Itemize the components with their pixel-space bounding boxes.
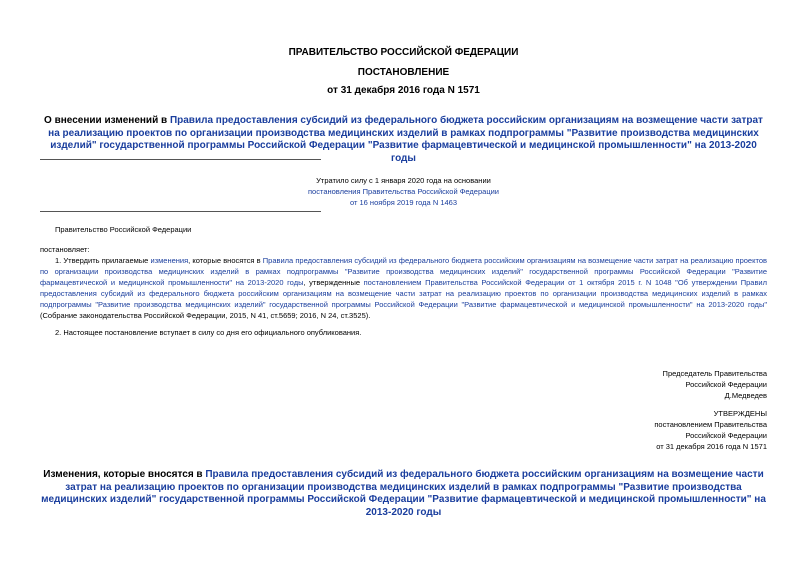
amendment-title bbox=[40, 115, 767, 165]
changes-rules-link[interactable]: Правила предоставления субсидий из федерального бюджета российским организациям на возмещение части затрат на реализацию проектов по организации производства медицинских изделий в рамках подпрограммы "Развитие производства медицинских изделий" государственной программы Российской Федерации "Развитие фармацевтической и медицинской промышленности" на 2013-2020 годы bbox=[41, 469, 766, 518]
signature-name: Д.Медведев bbox=[724, 391, 767, 400]
amendment-title-prefix: О внесении изменений в bbox=[44, 115, 170, 126]
para1-text-4: (Собрание законодательства Российской Федерации, 2015, N 41, ст.5659; 2016, N 24, ст.3525). bbox=[40, 311, 371, 320]
document-type: ПОСТАНОВЛЕНИЕ bbox=[357, 67, 450, 78]
rules-link-inline[interactable]: Правила предоставления субсидий из федерального бюджета российским организациям на возмещение части затрат на реализацию проектов по организации производства медицинских изделий в рамках подпрограммы "Развитие производства медицинских изделий" государственной программы Российской Федерации "Развитие фармацевтической и медицинской промышленности" на 2013-2020 годы bbox=[40, 256, 767, 287]
paragraph-2: 2. Настоящее постановление вступает в силу со дня его официального опубликования. bbox=[55, 328, 362, 337]
changes-link[interactable]: изменения bbox=[150, 256, 189, 265]
signature-country: Российской Федерации bbox=[685, 380, 767, 389]
signature-block bbox=[663, 368, 767, 401]
divider-bottom bbox=[40, 211, 321, 212]
approved-by: постановлением Правительства bbox=[654, 420, 767, 429]
status-note bbox=[240, 175, 567, 208]
paragraph-1 bbox=[40, 255, 767, 321]
para1-text-3: , утвержденные bbox=[303, 278, 364, 287]
rules-link[interactable]: Правила предоставления субсидий из федерального бюджета российским организациям на возмещение части затрат на реализацию проектов по организации производства медицинских изделий в рамках подпрограммы "Развитие производства медицинских изделий" государственной программы Российской Федерации "Развитие фармацевтической и медицинской промышленности" на 2013-2020 годы bbox=[48, 115, 763, 164]
government-title: ПРАВИТЕЛЬСТВО РОССИЙСКОЙ ФЕДЕРАЦИИ bbox=[288, 47, 519, 58]
decree-1048-link[interactable]: постановлением Правительства Российской Федерации от 1 октября 2015 г. N 1048 "Об утверждении Правил предоставления субсидий из федерального бюджета российским организациям на возмещение части затрат на реализацию проектов по организации производства медицинских изделий в рамках подпрограммы "Развитие производства медицинских изделий" государственной программы Российской Федерации "Развитие фармацевтической и медицинской промышленности" на 2013-2020 годы" bbox=[40, 278, 768, 309]
status-line: Утратило силу с 1 января 2020 года на основании bbox=[316, 176, 491, 185]
approved-label: УТВЕРЖДЕНЫ bbox=[713, 409, 767, 418]
repeal-decree-link[interactable]: постановления Правительства Российской Федерации bbox=[307, 187, 499, 196]
document-date: от 31 декабря 2016 года N 1571 bbox=[327, 85, 480, 96]
para1-text-1: 1. Утвердить прилагаемые bbox=[55, 256, 151, 265]
changes-title-prefix: Изменения, которые вносятся в bbox=[43, 469, 206, 480]
approved-country: Российской Федерации bbox=[685, 431, 767, 440]
issuer: Правительство Российской Федерации bbox=[55, 225, 192, 234]
resolves-label: постановляет: bbox=[40, 245, 90, 254]
changes-title bbox=[40, 469, 767, 519]
divider-top bbox=[40, 159, 321, 160]
signature-position: Председатель Правительства bbox=[662, 369, 767, 378]
para1-text-2: , которые вносятся в bbox=[188, 256, 263, 265]
approved-date: от 31 декабря 2016 года N 1571 bbox=[656, 442, 767, 451]
repeal-decree-date-link[interactable]: от 16 ноября 2019 года N 1463 bbox=[349, 198, 457, 207]
approved-block bbox=[654, 408, 767, 452]
